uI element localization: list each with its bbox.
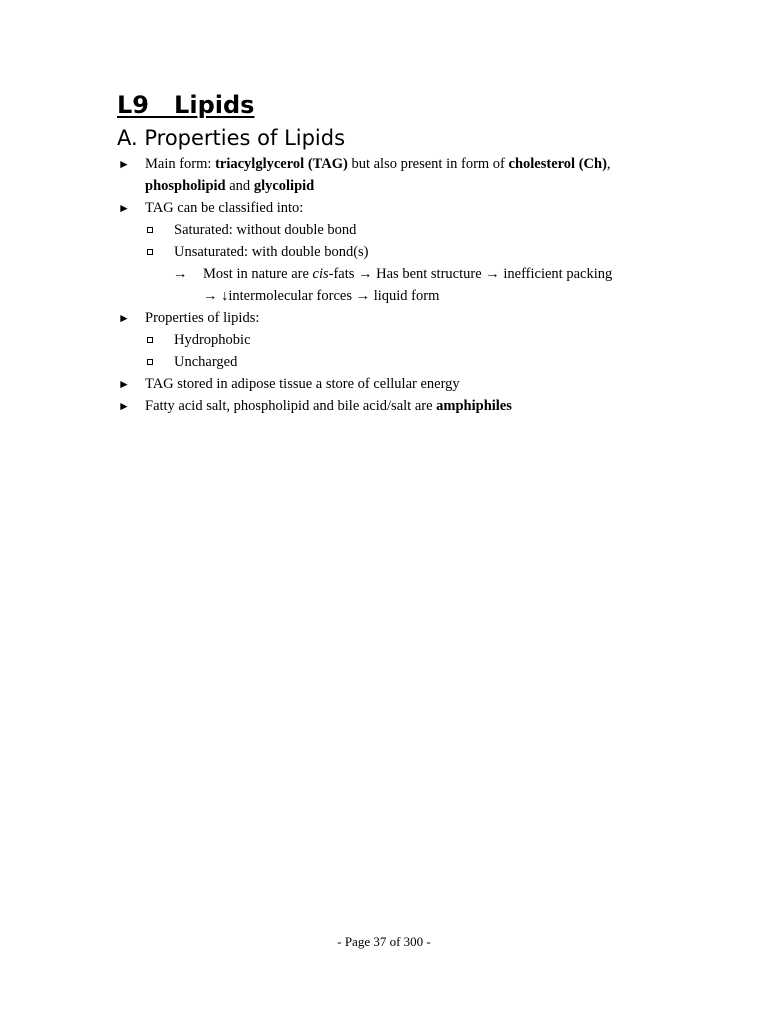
list-item-text: Properties of lipids:	[145, 310, 260, 326]
list-item-main-form	[117, 153, 677, 175]
bold-term-amphiphiles: amphiphiles	[436, 398, 512, 414]
list-item-text: TAG stored in adipose tissue a store of cellular energy	[145, 376, 460, 392]
triangle-bullet-icon: ►	[118, 201, 130, 215]
list-item-tag-stored	[117, 373, 677, 395]
list-item-text: TAG can be classified into:	[145, 200, 304, 216]
sub-item-text: Saturated: without double bond	[174, 222, 357, 238]
text-segment: ,	[606, 156, 611, 172]
text-segment: Most in nature are	[203, 266, 313, 282]
triangle-bullet-icon: ►	[118, 157, 130, 171]
text-segment: Fatty acid salt, phospholipid and bile acid/salt are	[145, 398, 437, 414]
triangle-bullet-icon: ►	[118, 377, 130, 391]
text-segment: and	[225, 178, 254, 194]
sub-item-text: Uncharged	[174, 354, 238, 370]
page-number-footer: - Page 37 of 300 -	[337, 934, 431, 949]
bold-term-glycolipid: glycolipid	[253, 178, 315, 194]
bold-term-phospholipid: phospholipid	[145, 178, 226, 194]
text-segment: -fats → Has bent structure → inefficient packing	[328, 266, 613, 282]
chapter-title: L9 Lipids	[117, 91, 255, 119]
sub-item-saturated	[117, 219, 677, 241]
list-item-amphiphiles	[117, 395, 677, 417]
section-content	[117, 153, 677, 417]
note-cis-fats-continued	[117, 285, 677, 307]
sub-item-uncharged	[117, 351, 677, 373]
square-bullet-icon	[147, 359, 153, 365]
bold-term-tag: triacylglycerol (TAG)	[215, 156, 348, 172]
list-item-tag-classified	[117, 197, 677, 219]
sub-item-hydrophobic	[117, 329, 677, 351]
triangle-bullet-icon: ►	[118, 311, 130, 325]
text-segment: → ↓intermolecular forces → liquid form	[203, 288, 440, 304]
square-bullet-icon	[147, 337, 153, 343]
arrow-right-icon: →	[173, 266, 188, 282]
sub-item-text: Unsaturated: with double bond(s)	[174, 244, 369, 260]
triangle-bullet-icon: ►	[118, 399, 130, 413]
sub-item-text: Hydrophobic	[174, 332, 251, 348]
bold-term-cholesterol: cholesterol (Ch)	[508, 156, 607, 172]
square-bullet-icon	[147, 227, 153, 233]
list-item-properties	[117, 307, 677, 329]
list-item-main-form-continued	[117, 175, 677, 197]
note-cis-fats	[117, 263, 677, 285]
square-bullet-icon	[147, 249, 153, 255]
italic-term-cis: cis	[312, 266, 329, 282]
section-title: A. Properties of Lipids	[117, 126, 346, 150]
text-segment: Main form:	[145, 156, 216, 172]
sub-item-unsaturated	[117, 241, 677, 263]
text-segment: but also present in form of	[347, 156, 509, 172]
